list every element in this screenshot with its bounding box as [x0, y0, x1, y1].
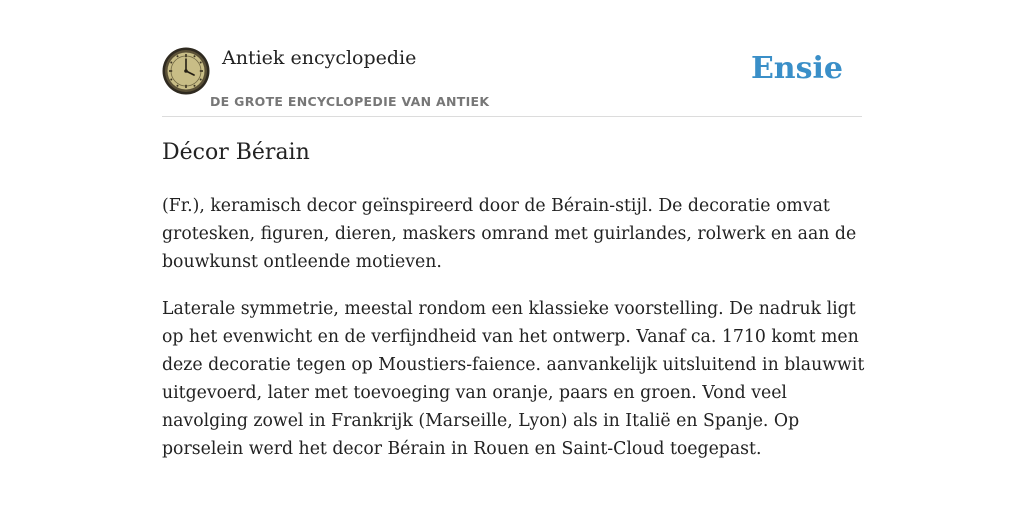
entry-paragraph: Laterale symmetrie, meestal rondom een klassieke voorstelling. De nadruk ligt op het evenwicht en de verfijndheid van het ontwerp. Vanaf ca. 1710 komt men deze decoratie tegen op Moustiers-faience. aanvankelijk uitsluitend in blauwwit uitgevoerd, later met toevoeging van oranje, paars en groen. Vond veel navolging zowel in Frankrijk (Marseille, Lyon) als in Italië en Spanje. Op porselein werd het decor Bérain in Rouen en Saint-Cloud toegepast. [162, 299, 865, 459]
site-header [162, 44, 862, 117]
site-subtitle: DE GROTE ENCYCLOPEDIE VAN ANTIEK [210, 94, 490, 109]
site-title[interactable]: Antiek encyclopedie [222, 47, 417, 69]
entry-title: Décor Bérain [162, 140, 310, 165]
site-logo-link[interactable] [162, 47, 210, 95]
ensie-brand-link[interactable]: Ensie [750, 51, 843, 86]
entry-paragraph: (Fr.), keramisch decor geïnspireerd door de Bérain-stijl. De decoratie omvat grotesken, figuren, dieren, maskers omrand met guirlandes, rolwerk en aan de bouwkunst ontleende motieven. [162, 196, 857, 272]
antique-clock-icon [162, 47, 210, 95]
entry-body [162, 192, 867, 482]
